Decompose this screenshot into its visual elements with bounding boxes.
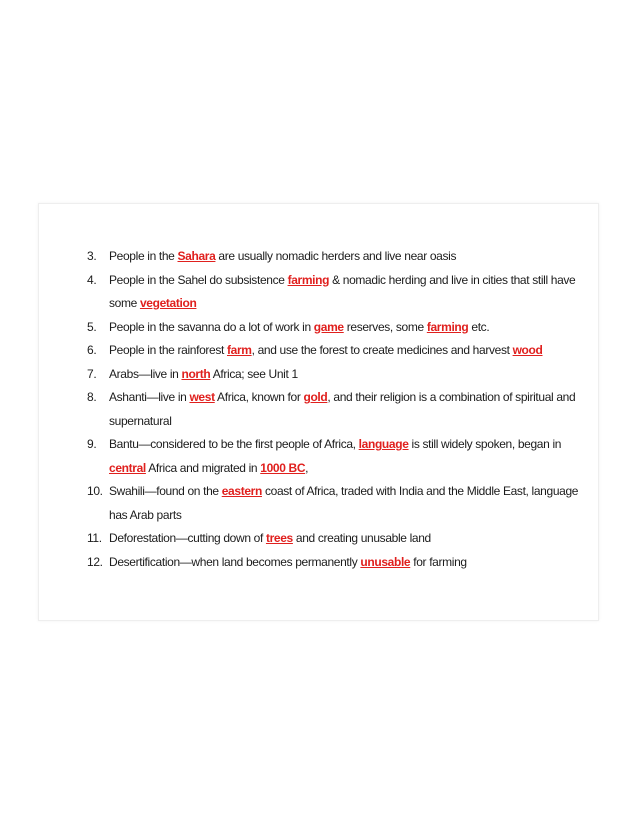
text-segment: & nomadic herding and live in cities that still have some [109, 272, 576, 310]
text-segment: People in the Sahel do subsistence [109, 272, 288, 287]
item-text [109, 433, 579, 480]
list-item [87, 433, 587, 480]
text-segment: are usually nomadic herders and live near oasis [215, 249, 457, 263]
keyword: trees [265, 531, 293, 545]
text-segment: is still widely spoken, began in [408, 437, 562, 451]
text-segment: Africa and migrated in [145, 460, 261, 475]
text-segment: and creating unusable land [292, 531, 431, 545]
keyword: Sahara [177, 249, 216, 263]
list-item [87, 245, 587, 269]
text-segment: Arabs—live in [109, 366, 182, 381]
keyword: central [109, 460, 146, 475]
text-segment: Desertification—when land becomes permanently [109, 554, 361, 569]
text-segment: , and use the forest to create medicines and harvest [251, 343, 513, 357]
keyword: west [189, 390, 215, 404]
keyword: north [181, 366, 211, 381]
keyword: farming [287, 272, 330, 287]
item-text [109, 480, 579, 527]
item-text [109, 316, 579, 340]
list-item [87, 339, 587, 363]
item-number: 3. [87, 249, 97, 263]
text-segment: Africa; see Unit 1 [210, 366, 298, 381]
keyword: game [313, 319, 344, 334]
keyword: wood [512, 343, 543, 357]
item-number: 6. [87, 343, 97, 357]
text-segment: etc. [468, 319, 490, 334]
list-item [87, 386, 587, 433]
text-segment: People in the [109, 249, 178, 263]
text-segment: reserves, some [343, 319, 427, 334]
item-number: 7. [87, 366, 97, 381]
item-number: 8. [87, 390, 97, 404]
slide [38, 203, 599, 621]
text-segment: People in the savanna do a lot of work in [109, 319, 314, 334]
notes-list [87, 245, 587, 574]
item-number: 11. [87, 531, 102, 545]
keyword: farming [426, 319, 469, 334]
item-number: 10. [87, 484, 103, 498]
item-text [109, 363, 579, 387]
text-segment: , and their religion is a combination of spiritual and supernatural [109, 390, 576, 428]
item-text [109, 245, 579, 269]
text-segment: Swahili—found on the [109, 484, 222, 498]
item-number: 9. [87, 437, 97, 451]
item-number: 5. [87, 319, 97, 334]
keyword: unusable [360, 554, 411, 569]
text-segment: coast of Africa, traded with India and the Middle East, language has Arab parts [109, 484, 579, 522]
item-text [109, 269, 579, 316]
list-item [87, 480, 587, 527]
item-number: 4. [87, 272, 97, 287]
list-item [87, 363, 587, 387]
text-segment: for farming [410, 554, 467, 569]
keyword: 1000 BC [260, 460, 306, 475]
text-segment: Bantu—considered to be the first people of Africa, [109, 437, 359, 451]
text-segment: Deforestation—cutting down of [109, 531, 266, 545]
keyword: gold [303, 390, 328, 404]
text-segment: Africa, known for [214, 390, 304, 404]
item-text [109, 551, 579, 575]
item-number: 12. [87, 554, 103, 569]
text-segment: , [305, 460, 309, 475]
list-item [87, 551, 587, 575]
list-item [87, 316, 587, 340]
item-text [109, 386, 579, 433]
keyword: eastern [221, 484, 262, 498]
item-text [109, 527, 579, 551]
list-item [87, 269, 587, 316]
item-text [109, 339, 579, 363]
keyword: farm [227, 343, 252, 357]
text-segment: People in the rainforest [109, 343, 227, 357]
keyword: language [358, 437, 409, 451]
list-item [87, 527, 587, 551]
keyword: vegetation [139, 296, 197, 310]
text-segment: Ashanti—live in [109, 390, 190, 404]
